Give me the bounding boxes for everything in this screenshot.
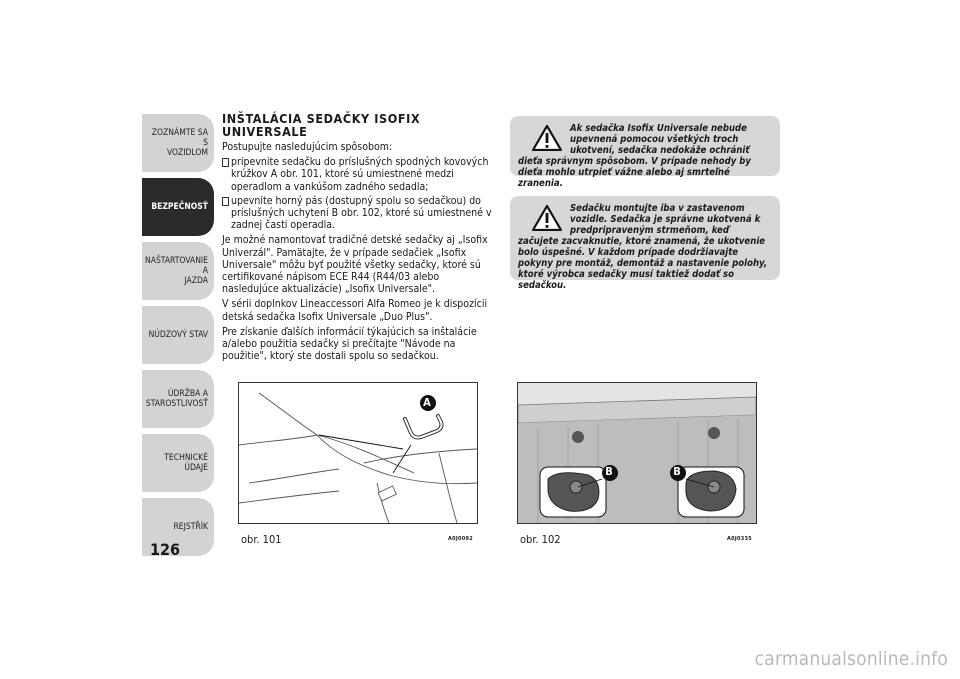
checkbox-bullet-icon xyxy=(222,158,229,167)
figure-102 xyxy=(517,382,757,524)
tab-label: BEZPEČNOSŤ xyxy=(151,202,208,212)
step-text: pripevnite sedačku do príslušných spodných kovových krúžkov A obr. 101, ktoré sú umiestnené medzi operadlom a vankúšom zadného sedadla; xyxy=(231,156,489,193)
tab-technicke-udaje[interactable] xyxy=(142,434,214,492)
paragraph: Pre získanie ďalších informácií týkajúcich sa inštalácie a/alebo použitia sedačky si prečítajte "Návode na použitie", ktorý ste dostali spolu so sedačkou. xyxy=(222,325,477,363)
warning-text: Ak sedačka Isofix Universale nebude upevnená pomocou všetkých troch ukotvení, sedačka nedokáže ochrániť dieťa správnym spôsobom. V prípade nehody by dieťa mohlo utrpieť vážne alebo aj smrteľné zranenia. xyxy=(518,123,751,189)
tab-nudzovy-stav[interactable] xyxy=(142,306,214,364)
marker-b-left: B xyxy=(605,465,613,478)
list-item xyxy=(222,195,492,232)
page-number: 126 xyxy=(150,540,181,559)
step-text: upevnite horný pás (dostupný spolu so sedačkou) do príslušných uchytení B obr. 102, ktoré sú umiestnené v zadnej časti operadla. xyxy=(231,194,492,232)
tab-label: TECHNICKÉ ÚDAJE xyxy=(164,453,208,473)
tab-nastartovanie[interactable] xyxy=(142,242,214,300)
main-text-column xyxy=(222,112,492,365)
list-item xyxy=(222,156,492,193)
figure-code: A0J0092 xyxy=(448,536,473,542)
tab-bezpecnost[interactable] xyxy=(142,178,214,236)
paragraph: V sérii doplnkov Lineaccessori Alfa Romeo je k dispozícii detská sedačka Isofix Universale „Duo Plus". xyxy=(222,298,488,323)
section-heading: INŠTALÁCIA SEDAČKY ISOFIX UNIVERSALE xyxy=(222,111,421,139)
marker-b-right: B xyxy=(673,465,681,478)
figure-101 xyxy=(238,382,478,524)
warning-box xyxy=(510,116,780,189)
tab-label: ÚDRŽBA A STAROSTLIVOSŤ xyxy=(145,389,208,409)
tab-udrzba[interactable] xyxy=(142,370,214,428)
tab-label: ZOZNÁMTE SA S VOZIDLOM xyxy=(151,128,208,158)
steps-list xyxy=(222,156,492,231)
tab-label: NÚDZOVÝ STAV xyxy=(148,330,208,340)
tab-zoznamte-sa[interactable] xyxy=(142,114,214,172)
marker-a: A xyxy=(423,396,431,409)
seat-anchor-illustration xyxy=(239,383,477,523)
figure-code: A0J0335 xyxy=(727,536,752,542)
warning-box xyxy=(510,196,780,291)
warning-triangle-icon xyxy=(532,205,562,231)
warning-text: Sedačku montujte iba v zastavenom vozidle. Sedačka je správne ukotvená k predpripraveným strmeňom, keď začujete zacvaknutie, ktoré znamená, že ukotvenie bolo úspešné. V každom prípade dodržiavajte pokyny pre montáž, demontáž a nastavenie polohy, ktoré výrobca sedačky musí taktiež dodať so sedačkou. xyxy=(518,203,768,291)
rear-shelf-anchor-illustration xyxy=(518,383,756,523)
figure-caption: obr. 102 xyxy=(520,533,561,546)
checkbox-bullet-icon xyxy=(222,197,229,206)
warning-triangle-icon xyxy=(532,125,562,151)
figure-caption: obr. 101 xyxy=(241,533,282,546)
tab-label: REJSTŘÍK xyxy=(173,522,208,532)
paragraph: Je možné namontovať tradičné detské sedačky aj „Isofix Univerzál". Pamätajte, že v prípade sedačiek „Isofix Universale" môžu byť použité všetky sedačky, ktoré sú certifikované nápisom ECE R44 (R44/03 alebo nasledujúce aktualizácie) „Isofix Universale". xyxy=(222,234,488,296)
tab-label: NAŠTARTOVANIE A JAZDA xyxy=(145,256,208,286)
intro-paragraph: Postupujte nasledujúcim spôsobom: xyxy=(222,141,393,153)
watermark: carmanualsonline.info xyxy=(754,648,948,670)
